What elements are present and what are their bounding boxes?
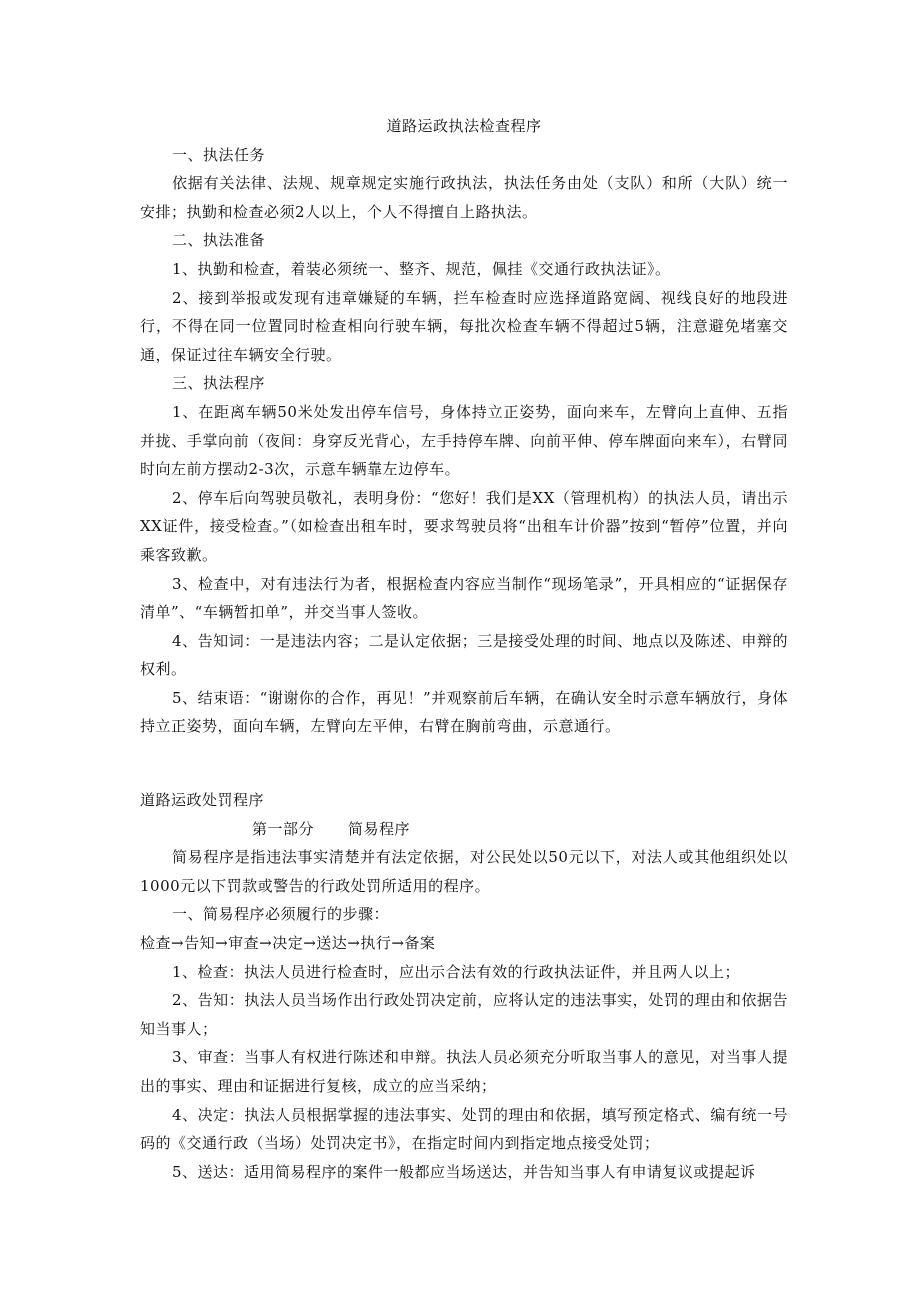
paragraph-task: 依据有关法律、法规、规章规定实施行政执法，执法任务由处（支队）和所（大队）统一安排；执勤和检查必须2人以上，个人不得擅自上路执法。 bbox=[140, 174, 788, 221]
paragraph-proc-4: 4、告知词：一是违法内容；二是认定依据；三是接受处理的时间、地点以及陈述、申辩的权利。 bbox=[140, 631, 788, 679]
paragraph-step-2: 2、告知：执法人员当场作出行政处罚决定前，应将认定的违法事实，处罚的理由和依据告知当事人； bbox=[140, 991, 788, 1038]
paragraph-prep-2: 2、接到举报或发现有违章嫌疑的车辆，拦车检查时应选择道路宽阔、视线良好的地段进行，不得在同一位置同时检查相向行驶车辆，每批次检查车辆不得超过5辆，注意避免堵塞交通，保证过往车辆安全行驶。 bbox=[140, 288, 788, 364]
part-heading bbox=[140, 815, 788, 844]
section-heading-preparation: 二、执法准备 bbox=[172, 231, 266, 250]
section-heading-procedure: 三、执法程序 bbox=[172, 374, 266, 393]
paragraph-proc-2: 2、停车后向驾驶员敬礼，表明身份：“您好！我们是XX（管理机构）的执法人员，请出示XX证件，接受检查。”（如检查出租车时，要求驾驶员将“出租车计价器”按到“暂停”位置，并向乘客致歉。 bbox=[140, 488, 788, 564]
paragraph-step-1: 1、检查：执法人员进行检查时，应出示合法有效的行政执法证件，并且两人以上； bbox=[172, 962, 741, 981]
paragraph-proc-3: 3、检查中，对有违法行为者，根据检查内容应当制作“现场笔录”，开具相应的“证据保存清单”、“车辆暂扣单”，并交当事人签收。 bbox=[140, 574, 788, 622]
paragraph-step-4: 4、决定：执法人员根据掌握的违法事实、处罚的理由和依据，填写预定格式、编有统一号码的《交通行政（当场）处罚决定书》，在指定时间内到指定地点接受处罚； bbox=[140, 1105, 788, 1153]
steps-flow: 检查→告知→审查→决定→送达→执行→备案 bbox=[140, 934, 436, 953]
paragraph-prep-1: 1、执勤和检查，着装必须统一、整齐、规范，佩挂《交通行政执法证》。 bbox=[172, 259, 671, 278]
section-heading-task: 一、执法任务 bbox=[172, 145, 266, 164]
document-page bbox=[140, 112, 788, 1186]
steps-heading: 一、简易程序必须履行的步骤： bbox=[172, 905, 390, 924]
paragraph-step-5: 5、送达：适用简易程序的案件一般都应当场送达，并告知当事人有申请复议或提起诉 bbox=[172, 1162, 756, 1181]
part-title: 简易程序 bbox=[348, 819, 411, 838]
paragraph-simple-intro: 简易程序是指违法事实清楚并有法定依据，对公民处以50元以下，对法人或其他组织处以1000元以下罚款或警告的行政处罚所适用的程序。 bbox=[140, 848, 788, 895]
doc-title-inspection: 道路运政执法检查程序 bbox=[386, 117, 542, 135]
part-label: 第一部分 bbox=[252, 819, 315, 838]
paragraph-step-3: 3、审查：当事人有权进行陈述和申辩。执法人员必须充分听取当事人的意见，对当事人提出的事实、理由和证据进行复核，成立的应当采纳； bbox=[140, 1048, 788, 1095]
section-gap bbox=[140, 741, 788, 786]
paragraph-proc-1: 1、在距离车辆50米处发出停车信号，身体持立正姿势，面向来车，左臂向上直伸、五指并拢、手掌向前（夜间：身穿反光背心，左手持停车牌、向前平伸、停车牌面向来车），右臂同时向左前方摆动2-3次，示意车辆靠左边停车。 bbox=[140, 402, 788, 479]
doc-title-penalty: 道路运政处罚程序 bbox=[140, 791, 265, 810]
paragraph-proc-5: 5、结束语：“谢谢你的合作，再见！”并观察前后车辆，在确认安全时示意车辆放行，身体持立正姿势，面向车辆，左臂向左平伸，右臂在胸前弯曲，示意通行。 bbox=[140, 688, 788, 736]
